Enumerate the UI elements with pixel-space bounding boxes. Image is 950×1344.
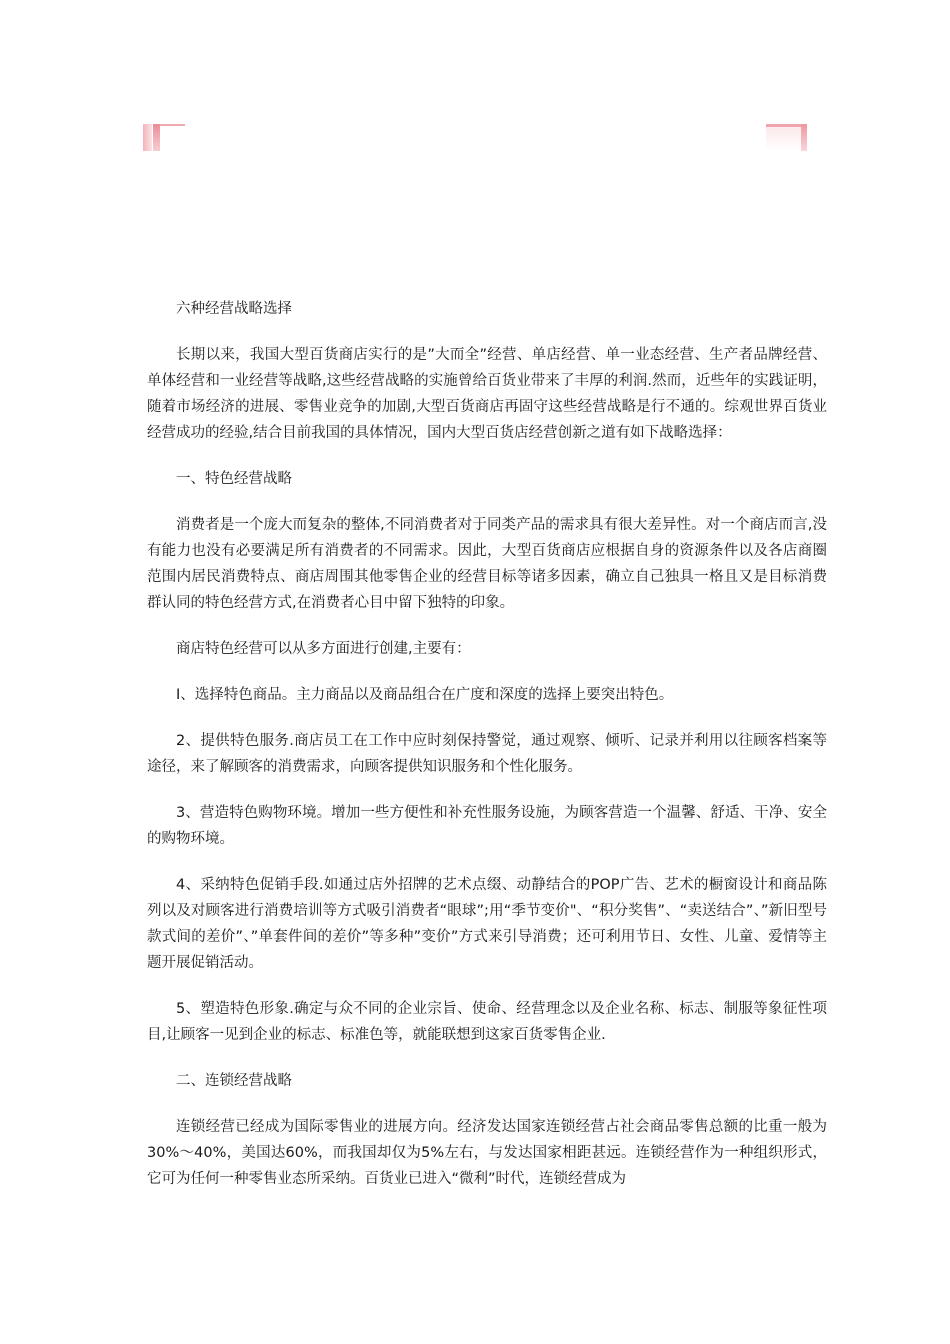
document-body (147, 296, 827, 1212)
section-heading-2: 二、连锁经营战略 (176, 1073, 292, 1089)
document-title: 六种经营战略选择 (176, 301, 292, 317)
list-item: I、选择特色商品。主力商品以及商品组合在广度和深度的选择上要突出特色。 (176, 687, 674, 703)
list-item: 2、提供特色服务.商店员工在工作中应时刻保持警觉，通过观察、倾听、记录并利用以往顾客档案等途径，来了解顾客的消费需求，向顾客提供知识服务和个性化服务。 (147, 733, 827, 775)
paragraph: 消费者是一个庞大而复杂的整体,不同消费者对于同类产品的需求具有很大差异性。对一个商店而言,没有能力也没有必要满足所有消费者的不同需求。因此，大型百货商店应根据自身的资源条件以及各店商圈范围内居民消费特点、商店周围其他零售企业的经营目标等诸多因素，确立自己独具一格且又是目标消费群认同的特色经营方式,在消费者心目中留下独特的印象。 (147, 517, 827, 611)
intro-paragraph: 长期以来，我国大型百货商店实行的是”大而全”经营、单店经营、单一业态经营、生产者品牌经营、单体经营和一业经营等战略,这些经营战略的实施曾给百货业带来了丰厚的利润.然而，近些年的实践证明，随着市场经济的进展、零售业竞争的加剧,大型百货商店再固守这些经营战略是行不通的。综观世界百货业经营成功的经验,结合目前我国的具体情况，国内大型百货店经营创新之道有如下战略选择： (147, 347, 827, 441)
corner-crop-mark-left (143, 124, 185, 151)
section-heading-1: 一、特色经营战略 (176, 471, 292, 487)
list-item: 4、采纳特色促销手段.如通过店外招牌的艺术点缀、动静结合的POP广告、艺术的橱窗设计和商品陈列以及对顾客进行消费培训等方式吸引消费者“眼球”;用“季节变价"、“积分奖售”、“卖送结合”、”新旧型号款式间的差价”、”单套件间的差价”等多种”变价”方式来引导消费；还可利用节日、女性、儿童、爱情等主题开展促销活动。 (147, 877, 827, 971)
paragraph: 连锁经营已经成为国际零售业的进展方向。经济发达国家连锁经营占社会商品零售总额的比重一般为30%～40%，美国达60%，而我国却仅为5%左右，与发达国家相距甚远。连锁经营作为一种组织形式，它可为任何一种零售业态所采纳。百货业已进入“微利”时代，连锁经营成为 (147, 1119, 827, 1187)
paragraph: 商店特色经营可以从多方面进行创建,主要有： (176, 641, 471, 657)
corner-crop-mark-right (766, 124, 807, 151)
list-item: 3、营造特色购物环境。增加一些方便性和补充性服务设施，为顾客营造一个温馨、舒适、干净、安全的购物环境。 (147, 805, 827, 847)
list-item: 5、塑造特色形象.确定与众不同的企业宗旨、使命、经营理念以及企业名称、标志、制服等象征性项目,让顾客一见到企业的标志、标准色等，就能联想到这家百货零售企业. (147, 1001, 827, 1043)
